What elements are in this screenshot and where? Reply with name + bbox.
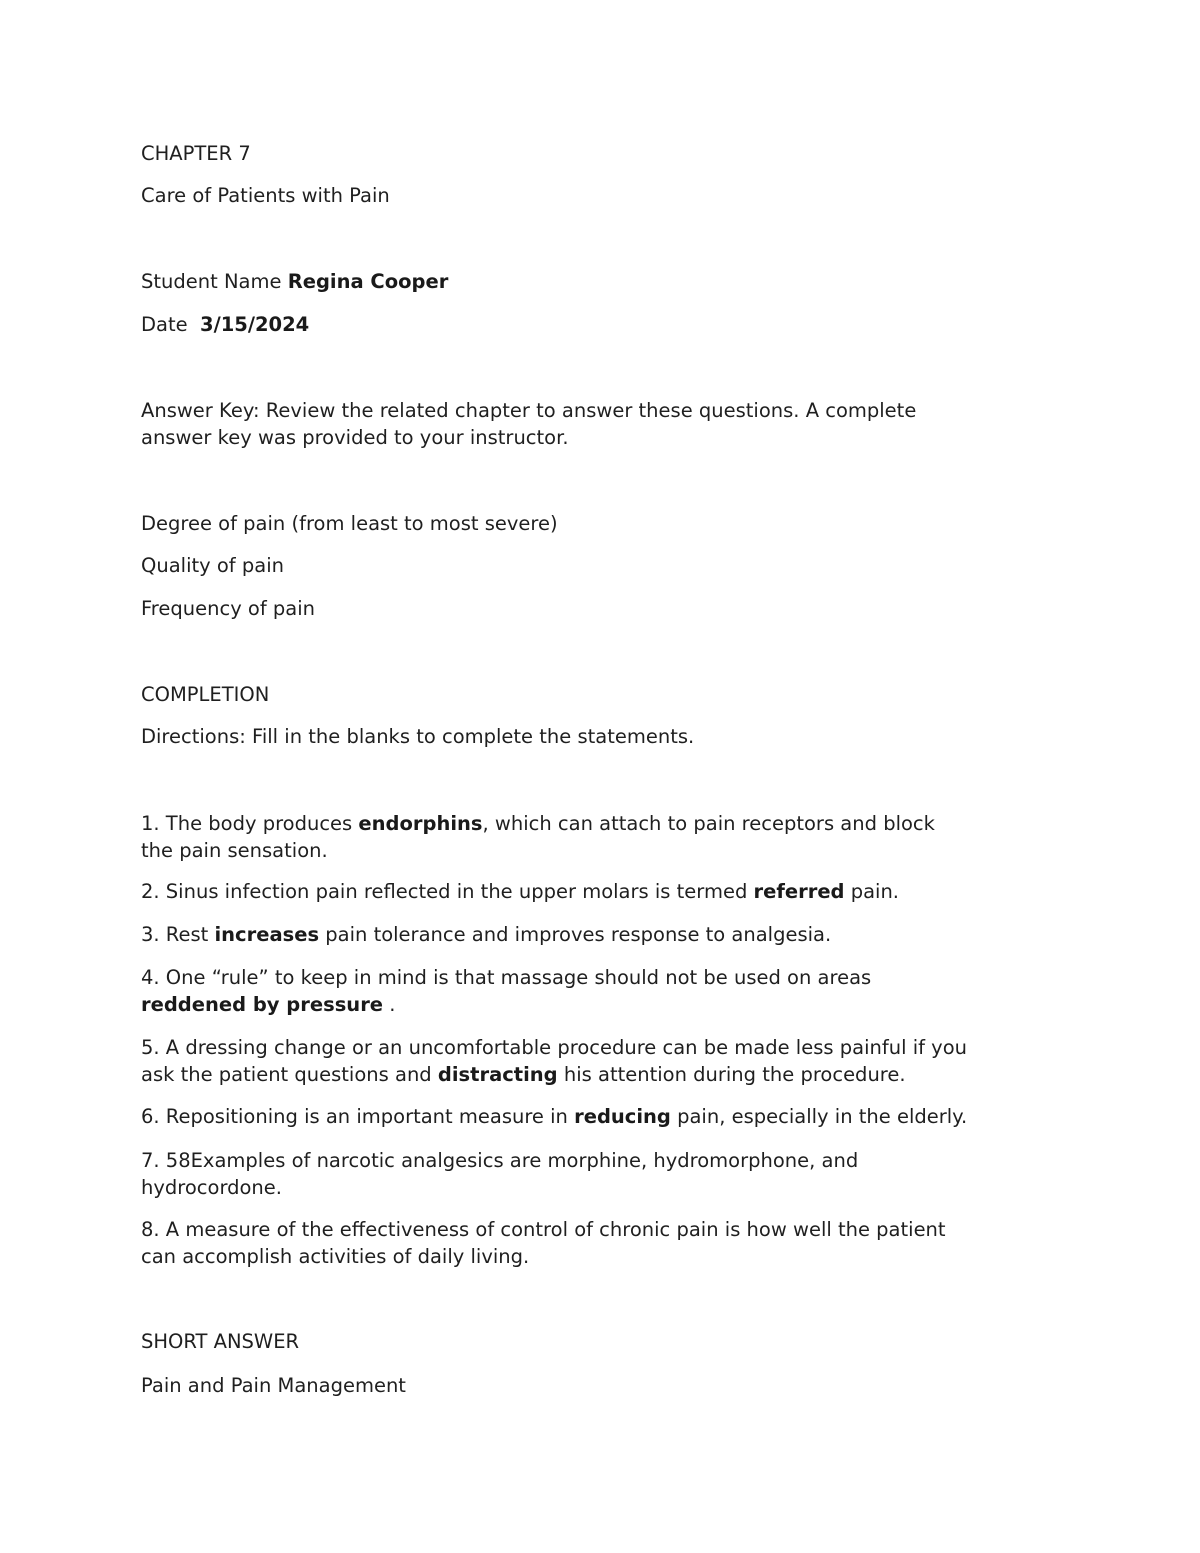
question-2-answer: referred [753,880,845,903]
pain-term-frequency: Frequency of pain [141,597,316,620]
question-5-pre: ask the patient questions and [141,1063,438,1086]
question-4-post: . [383,993,396,1016]
chapter-title: Care of Patients with Pain [141,184,390,207]
question-8-line-2: can accomplish activities of daily living. [141,1245,530,1268]
question-1-post: , which can attach to pain receptors and block [482,812,935,835]
question-2-post: pain. [844,880,900,903]
short-answer-subheading: Pain and Pain Management [141,1374,406,1397]
question-3-post: pain tolerance and improves response to analgesia. [319,923,832,946]
question-3-pre: 3. Rest [141,923,215,946]
question-5-line-2 [141,1061,1071,1088]
pain-term-degree: Degree of pain (from least to most severe) [141,512,558,535]
student-name-line [141,268,1071,295]
question-5-answer: distracting [437,1063,558,1086]
question-3 [141,921,1071,948]
question-6-post: pain, especially in the elderly. [670,1105,968,1128]
question-5-post: his attention during the procedure. [557,1063,906,1086]
date-value: 3/15/2024 [200,313,310,336]
question-6 [141,1103,1071,1130]
question-4-line-2 [141,991,1071,1018]
question-7-line-2: hydrocordone. [141,1176,282,1199]
question-1-pre: 1. The body produces [141,812,359,835]
student-name-value: Regina Cooper [287,270,449,293]
answer-key-line-1: Answer Key: Review the related chapter to answer these questions. A complete [141,399,917,422]
question-6-pre: 6. Repositioning is an important measure in [141,1105,575,1128]
question-1-line-2: the pain sensation. [141,839,328,862]
completion-heading: COMPLETION [141,683,270,706]
question-3-answer: increases [214,923,320,946]
chapter-heading: CHAPTER 7 [141,142,251,165]
question-4-line-1: 4. One “rule” to keep in mind is that massage should not be used on areas [141,966,872,989]
question-2 [141,878,1071,905]
short-answer-heading: SHORT ANSWER [141,1330,300,1353]
question-7-line-1: 7. 58Examples of narcotic analgesics are morphine, hydromorphone, and [141,1149,859,1172]
answer-key-line-2: answer key was provided to your instructor. [141,426,569,449]
question-5-line-1: 5. A dressing change or an uncomfortable procedure can be made less painful if you [141,1036,967,1059]
question-4-answer: reddened by pressure [141,993,384,1016]
question-1-answer: endorphins [358,812,483,835]
completion-directions: Directions: Fill in the blanks to complete the statements. [141,725,695,748]
question-1-line-1 [141,810,1071,837]
student-name-label: Student Name [141,270,288,293]
question-8-line-1: 8. A measure of the effectiveness of control of chronic pain is how well the patient [141,1218,946,1241]
date-line [141,311,1071,338]
question-6-answer: reducing [574,1105,671,1128]
question-2-pre: 2. Sinus infection pain reflected in the upper molars is termed [141,880,754,903]
date-label: Date [141,313,201,336]
pain-term-quality: Quality of pain [141,554,284,577]
